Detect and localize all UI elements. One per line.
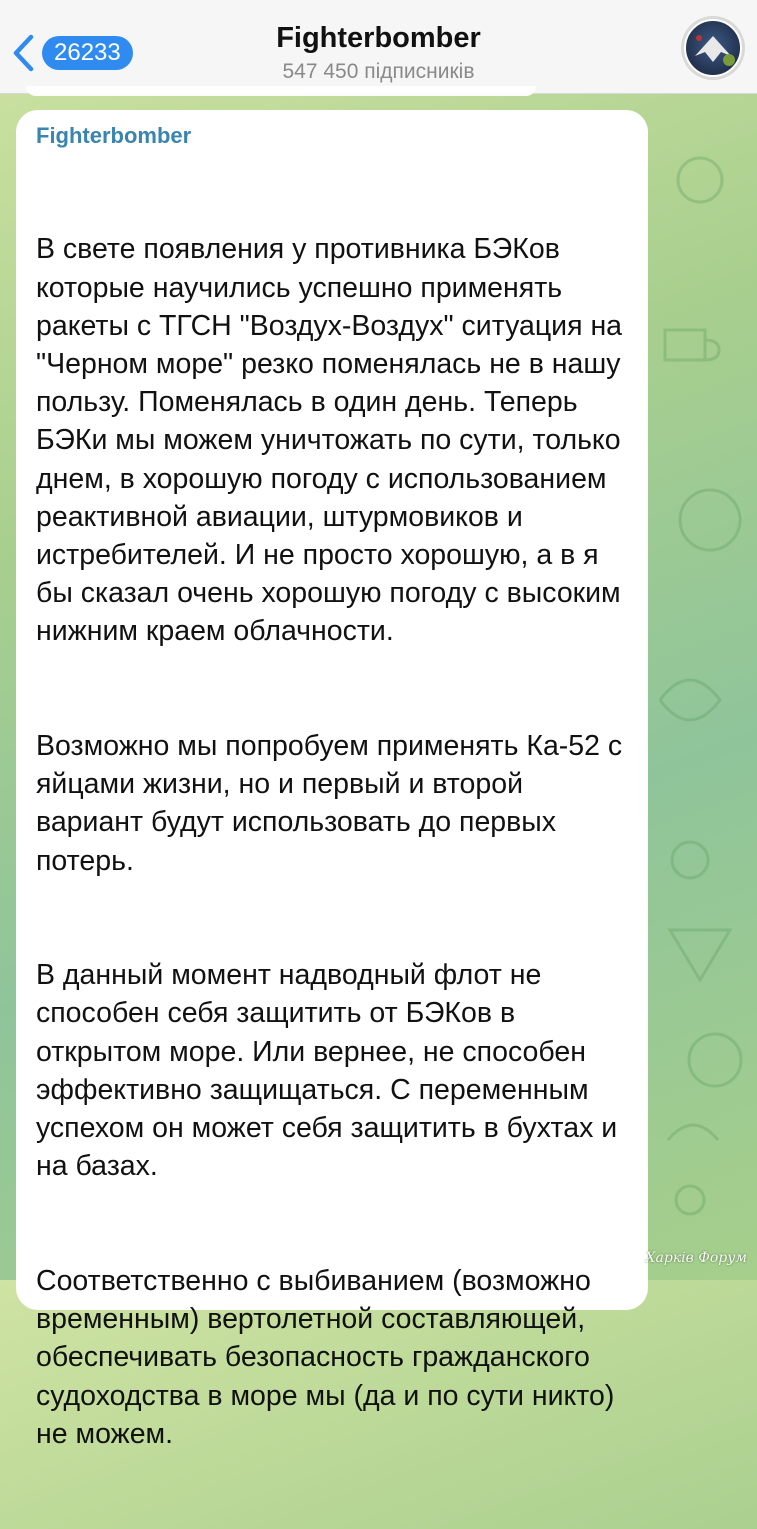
message-text xyxy=(36,154,631,1529)
channel-avatar[interactable] xyxy=(681,16,745,80)
message-paragraph: В данный момент надводный флот не способен себя защитить от БЭКов в открытом море. Или вернее, не способен эффективно защищаться. С переменным успехом он может себя защитить в бухтах и на базах. xyxy=(36,959,626,1183)
unread-count-badge: 26233 xyxy=(42,36,133,70)
watermark-text: Харків Форум xyxy=(645,1250,747,1266)
message-sender[interactable]: Fighterbomber xyxy=(36,123,192,148)
message-paragraph: Возможно мы попробуем применять Ка-52 с яйцами жизни, но и первый и второй вариант будут использовать до первых потерь. xyxy=(36,730,631,877)
channel-title[interactable]: Fighterbomber xyxy=(276,22,481,54)
chat-header xyxy=(0,0,757,94)
message-bubble[interactable] xyxy=(16,110,648,1450)
previous-message-edge xyxy=(26,86,536,96)
message-paragraph: Соответственно с выбиванием (возможно временным) вертолетной составляющей, обеспечивать безопасность гражданского судоходства в море мы (да и по сути никто) не можем. xyxy=(36,1264,623,1450)
fighterbomber-logo-icon xyxy=(681,16,745,80)
message-paragraph: В свете появления у противника БЭКов которые научились успешно применять ракеты с ТГСН "Воздух-Воздух" ситуация на "Черном море" резко поменялась не в нашу пользу. Поменялась в один день. Теперь БЭКи мы можем уничтожать по сути, только днем, в хорошую погоду с использованием реактивной авиации, штурмовиков и истребителей. И не просто хорошую, а в я бы сказал очень хорошую погоду с высоким нижним краем облачности. xyxy=(36,233,630,648)
subscriber-count: 547 450 підписників xyxy=(282,60,475,83)
